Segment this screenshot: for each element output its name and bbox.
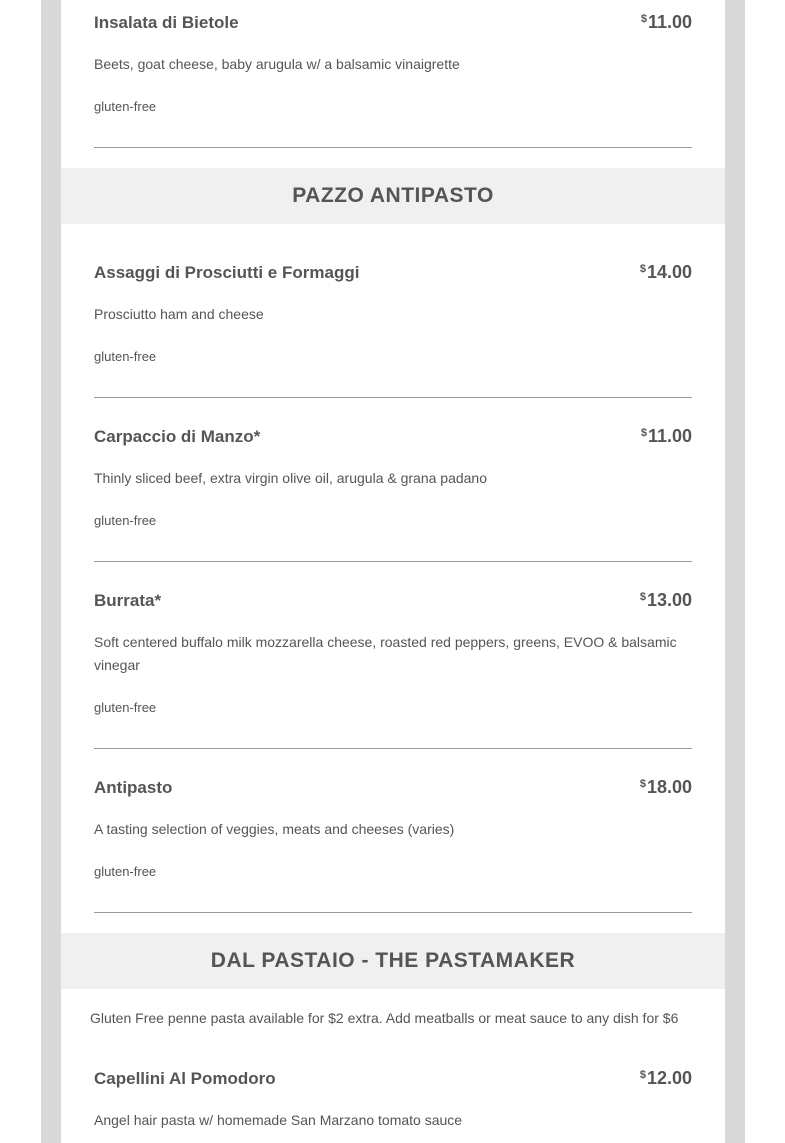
price-value: 14.00	[646, 262, 692, 282]
item-divider	[94, 561, 692, 562]
menu-item-description: Beets, goat cheese, baby arugula w/ a balsamic vinaigrette	[94, 56, 460, 72]
dietary-tag: gluten-free	[94, 864, 157, 879]
menu-item-price	[641, 12, 692, 33]
currency-symbol: $	[639, 263, 646, 275]
menu-item-description: Prosciutto ham and cheese	[94, 306, 264, 322]
price-value: 12.00	[646, 1068, 692, 1088]
dietary-tag: gluten-free	[94, 349, 157, 364]
currency-symbol: $	[640, 13, 647, 25]
menu-item-description: Soft centered buffalo milk mozzarella cheese, roasted red peppers, greens, EVOO & balsamic vinegar	[94, 634, 677, 673]
item-divider	[94, 397, 692, 398]
item-divider	[94, 147, 692, 148]
menu-item-price	[641, 426, 692, 447]
menu-item-name: Assaggi di Prosciutti e Formaggi	[94, 263, 360, 282]
currency-symbol: $	[639, 1069, 646, 1081]
dietary-tag: gluten-free	[94, 99, 157, 114]
menu-item-name: Insalata di Bietole	[94, 13, 239, 32]
item-divider	[94, 748, 692, 749]
menu-item-description: A tasting selection of veggies, meats and cheeses (varies)	[94, 821, 455, 837]
menu-item-description: Angel hair pasta w/ homemade San Marzano tomato sauce	[94, 1112, 463, 1128]
page-gutter-right	[725, 0, 745, 1143]
price-value: 11.00	[647, 426, 692, 446]
item-divider	[94, 912, 692, 913]
dietary-tag: gluten-free	[94, 513, 157, 528]
menu-item-price	[640, 590, 692, 611]
currency-symbol: $	[639, 778, 646, 790]
menu-item-price	[640, 777, 692, 798]
section-title: DAL PASTAIO - THE PASTAMAKER	[210, 949, 576, 972]
price-value: 18.00	[646, 777, 692, 797]
currency-symbol: $	[640, 427, 647, 439]
dietary-tag: gluten-free	[94, 700, 157, 715]
section-header-antipasto	[61, 168, 725, 224]
menu-item-price	[640, 262, 692, 283]
menu-item-description: Thinly sliced beef, extra virgin olive oil, arugula & grana padano	[94, 470, 488, 486]
menu-item-name: Capellini Al Pomodoro	[94, 1069, 276, 1088]
section-header-pasta	[61, 933, 725, 989]
menu-item-name: Carpaccio di Manzo*	[94, 427, 261, 446]
section-note: Gluten Free penne pasta available for $2 extra. Add meatballs or meat sauce to any dish for $6	[90, 1010, 679, 1026]
menu-item-name: Burrata*	[94, 591, 162, 610]
menu-item-price	[640, 1068, 692, 1089]
price-value: 13.00	[646, 590, 692, 610]
price-value: 11.00	[647, 12, 692, 32]
menu-item-name: Antipasto	[94, 778, 173, 797]
menu-panel	[61, 0, 725, 1143]
currency-symbol: $	[639, 591, 646, 603]
page-gutter-left	[41, 0, 61, 1143]
section-title: PAZZO ANTIPASTO	[292, 184, 494, 207]
